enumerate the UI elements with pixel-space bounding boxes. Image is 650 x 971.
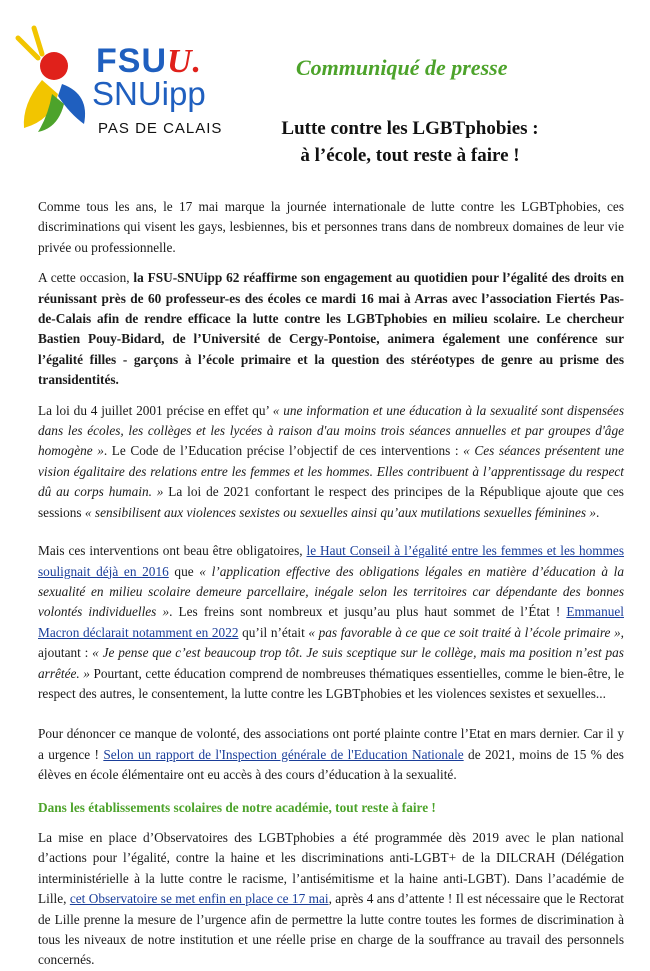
- obstacles-text-1: Mais ces interventions ont beau être obligatoires,: [38, 543, 307, 559]
- law-quote-2: « Ces séances présentent une vision égalitaire des relations entre les femmes et les hommes. Elles contribuent à l’apprentissage du respect dû au corps humain. »: [38, 443, 624, 500]
- paragraph-event: [38, 268, 624, 390]
- paragraph-obstacles: [38, 541, 624, 704]
- law-quote-1: « une information et une éducation à la sexualité sont dispensées dans les écoles, les collèges et les lycées à raison d'au moins trois séances annuelles et par groupes d'âge homogène »: [38, 402, 625, 459]
- obstacles-quote-2: « pas favorable à ce que ce soit traité à l’école primaire »: [308, 624, 621, 640]
- obstacles-text-5: , ajoutant :: [38, 624, 624, 661]
- observatory-text-1: La mise en place d’Observatoires des LGBTphobies a été programmée dès 2019 avec le plan national d’actions pour l’égalité, contre la haine et les discriminations anti-LGBT+ de la DILCRAH (Délégation interministérielle à la lutte contre le racisme, l’antisémitisme et la haine anti-LGBT). Dans l’académie de Lille,: [38, 829, 624, 907]
- complaint-text-2: de 2021, moins de 15 % des élèves en école élémentaire ont eu accès à des cours d’éducation à la sexualité.: [38, 746, 624, 783]
- logo-fsu-text: FSUU.: [96, 42, 203, 80]
- obstacles-quote-1: « l’application effective des obligations légales en matière d’éducation à la sexualité en milieu scolaire demeure parcellaire, inégale selon les territoires car dépendante des bonnes volontés individuelles »: [38, 563, 625, 620]
- law-text-4: .: [596, 504, 600, 520]
- headline: [250, 115, 570, 169]
- obstacles-text-4: qu’il n’était: [238, 624, 309, 640]
- inspection-report-link[interactable]: Selon un rapport de l'Inspection générale de l'Education Nationale: [103, 746, 464, 762]
- logo-subtitle: PAS DE CALAIS: [98, 120, 223, 137]
- observatory-link[interactable]: cet Observatoire se met enfin en place ce 17 mai: [69, 891, 329, 907]
- section-heading: Dans les établissements scolaires de notre académie, tout reste à faire !: [38, 799, 436, 815]
- complaint-text-1: Pour dénoncer ce manque de volonté, des associations ont porté plainte contre l’Etat en mars dernier. Car il y a urgence !: [38, 726, 624, 762]
- logo-snuipp-text: SNUipp: [92, 75, 206, 112]
- obstacles-quote-3: « Je pense que c’est beaucoup trop tôt. Je suis sceptique sur le collège, mais ma position n’est pas arrêtée. »: [38, 645, 624, 681]
- haut-conseil-link[interactable]: le Haut Conseil à l’égalité entre les femmes et les hommes soulignait déjà en 2016: [38, 543, 625, 579]
- event-intro: A cette occasion,: [38, 270, 134, 286]
- headline-line-1: Lutte contre les LGBTphobies :: [281, 118, 539, 139]
- macron-link[interactable]: Emmanuel Macron déclarait notamment en 2022: [38, 604, 624, 640]
- paragraph-complaint: [38, 724, 624, 785]
- paragraph-law: [38, 401, 624, 523]
- paragraph-observatory: [38, 828, 624, 971]
- law-quote-3: « sensibilisent aux violences sexistes ou sexuelles ainsi qu’aux mutilations sexuelles féminines »: [84, 504, 597, 520]
- body-text: [38, 197, 624, 971]
- fsu-snuipp-logo: [12, 24, 223, 144]
- obstacles-text-6: Pourtant, cette éducation comprend de nombreuses thématiques essentielles, comme le bien-être, le respect des autres, le consentement, la lutte contre les LGBTphobies et les violences sexistes et sexuelles...: [38, 665, 625, 701]
- event-bold-text: la FSU-SNUipp 62 réaffirme son engagement au quotidien pour l’égalité des droits en réunissant près de 60 professeur-es des écoles ce mardi 16 mai à Arras avec l’association Fiertés Pas-de-Calais afin de rendre efficace la lutte contre les LGBTphobies en milieu scolaire. Le chercheur Bastien Pouy-Bidard, de l’Université de Cergy-Pontoise, animera également une conférence sur l’égalité filles - garçons à l’école primaire et la question des stéréotypes de genre au prisme des transidentités.: [38, 270, 625, 388]
- logo-u-mark: U.: [167, 43, 203, 80]
- obstacles-text-3: . Les freins sont nombreux et jusqu’au plus haut sommet de l’État !: [169, 604, 567, 620]
- child-figure-icon: [12, 24, 102, 134]
- press-release-title: Communiqué de presse: [296, 55, 508, 80]
- law-text-1: La loi du 4 juillet 2001 précise en effet qu’: [38, 402, 273, 418]
- headline-line-2: à l’école, tout reste à faire !: [300, 145, 520, 166]
- law-text-2: . Le Code de l’Education précise l’objectif de ces interventions :: [103, 443, 464, 459]
- obstacles-text-2: que: [168, 563, 200, 579]
- paragraph-intro: Comme tous les ans, le 17 mai marque la journée internationale de lutte contre les LGBTphobies, ces discriminations qui visent les gays, lesbiennes, bis et personnes trans dans de nombreux domaines de leur vie privée ou professionnelle.: [38, 199, 624, 255]
- observatory-text-2: , après 4 ans d’attente ! Il est nécessaire que le Rectorat de Lille prenne la mesure de l’urgence afin de permettre la lutte contre toutes les formes de discrimination à tous les niveaux de notre institution et une réelle prise en charge de la souffrance au travail des personnels concernés.: [38, 891, 625, 968]
- law-text-3: La loi de 2021 confortant le respect des principes de la République ajoute que ces sessions: [38, 484, 624, 520]
